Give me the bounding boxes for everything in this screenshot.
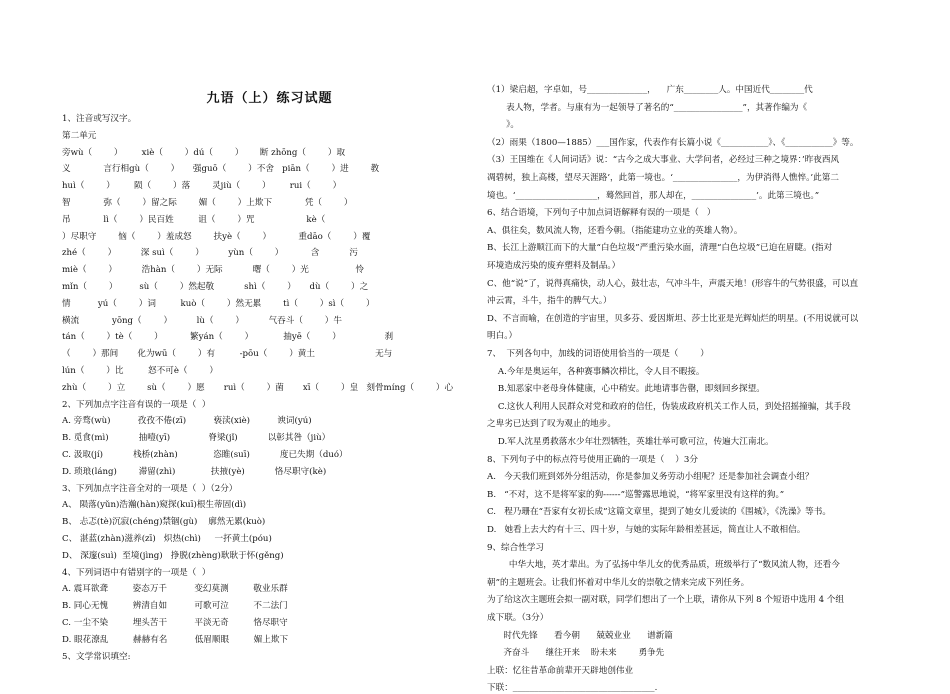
left-line: D. 琐琅(láng) 滞留(zhì) 扶掖(yè) 恪尽职守(kè) [62, 466, 327, 477]
left-line: 第二单元 [62, 130, 97, 141]
left-line: ）尽职守 恼（ ）羞成怒 扶yè（ ） 重dāo（ ）覆 [62, 231, 371, 242]
left-line: 旁wù（ ） xiè（ ）dú（ ） 断 zhōng（ ）取 [62, 147, 346, 158]
right-line: D.军人沈星勇救落水少年壮烈牺牲，英雄壮举可歌可泣，传遍大江南北。 [487, 437, 774, 447]
right-line: B.知恶家中老母身体健康，心中稍安。此地请事告罄，即刻回乡探望。 [487, 384, 765, 395]
right-line: B. “不对，这不是将军家的狗------”巡警露思地说，“将军家里没有这样的狗。” [487, 489, 785, 500]
right-line: 为了给这次主题班会拟一副对联，同学们想出了一个上联，请你从下列 8 个短语中选用 4 个组 [487, 595, 845, 606]
left-line: zhù（ ）立 sù（ ）愿 ruì（ ）菌 xī（ ）皇 刻骨míng（ ）心 [62, 382, 454, 393]
left-line: D. 眼花潦乱 赫赫有名 低眉顺眼 媚上欺下 [62, 634, 289, 645]
left-line: （ ）那间 化为wū（ ）有 -pōu（ ）黄土 无与 [62, 349, 393, 360]
right-line: D、不言而喻，在创造的宇宙里，贝多芬、爱因斯坦、莎士比亚是光辉灿烂的明星。(不用说就可以 [487, 313, 859, 324]
right-line: C.这伙人利用人民群众对党和政府的信任，伪装成政府机关工作人员，到处招摇撞骗，其手段 [487, 401, 851, 412]
right-line: （2）雨果（1800—1885）___国作家，代表作有长篇小说《___________》、《___________》等。 [487, 137, 859, 148]
left-line: 智 弥（ ）留之际 媚（ ）上欺下 凭（ ） [62, 198, 353, 208]
left-line: C. 汲取(jí) 栈桥(zhàn) 恣睢(suī) 度已失期（duó） [62, 450, 348, 460]
right-line: C、他“说”了，说得真痛快，动人心，鼓壮志，气冲斗牛，声震天地！(形容牛的气势很盛，可以直 [487, 278, 859, 289]
right-line: 9、综合性学习 [487, 542, 545, 553]
right-line: 时代先锋 看今朝 兢兢业业 谱新篇 [487, 630, 673, 641]
right-line: 之卑劣已达到了叹为观止的地步。 [487, 419, 616, 430]
right-line: C. 程乃珊在“吾家有女初长成”这篇文章里，提到了她女儿爱读的《围城》，《洗澡》等书。 [487, 507, 831, 518]
left-line: B、 忐忑(tè)沉寂(chéng)禁锢(gù) 廓然无累(kuò) [62, 517, 266, 528]
left-line: lún（ ）比 怒不可è（ ） [62, 366, 218, 376]
right-line: 凋碧树，独上高楼，望尽天涯路’，此第一境也。‘_______________，为伊消得人憔悴。’此第二 [487, 173, 839, 183]
left-line: 1、注音或写汉字。 [62, 114, 137, 124]
right-line: D. 她看上去大约有十三、四十岁，与她的实际年龄相差甚远，简直让人不敢相信。 [487, 525, 806, 535]
right-line: A.今年是奥运年，各种赛事鳞次栉比，令人目不暇接。 [487, 366, 705, 377]
left-line: 5、文学常识填空: [62, 651, 131, 662]
left-line: A. 旁骛(wù) 孜孜不倦(zī) 亵渎(xiè) 谀词(yú) [62, 416, 312, 427]
right-line: 成下联。（3分） [487, 613, 549, 623]
right-line: A. 今天我们班到郊外分组活动，你是参加义务劳动小组呢？还是参加社会调查小组？ [487, 472, 814, 483]
left-line: huì（ ） 陨（ ）落 灵jiù（ ） rui（ ） [62, 181, 342, 192]
right-line: 7、 下列各句中，加线的词语使用恰当的一项是（ ） [487, 349, 709, 359]
right-line: （3）王国维在《人间词话》说：“古今之成大事业、大学问者，必经过三种之境界：’昨夜西风 [487, 155, 840, 166]
left-line: 3、下列加点字注音全对的一项是（ ）（2分） [62, 483, 238, 494]
right-line: 齐奋斗 继往开来 盼未来 勇争先 [487, 648, 665, 659]
left-line: C. 一尘不染 埋头苦干 平淡无奇 恪尽职守 [62, 618, 288, 628]
left-line: A、 陨落(yǔn)浩瀚(hàn)窥探(kuī)根生蒂固(dì) [62, 500, 247, 511]
right-line: 朝”的主题班会。让我们怀着对中华儿女的崇敬之情来完成下列任务。 [487, 577, 750, 588]
right-line: 8、下列句子中的标点符号使用正确的一项是（ ）3分 [487, 454, 698, 465]
right-line: 上联：忆往昔革命前辈开天辟地创伟业 [487, 665, 634, 676]
left-line: D、 深邃(suì) 至境(jìng) 挣脱(zhèng)耿耿于怀(gěng) [62, 550, 284, 561]
right-line: （1）梁启超，字卓如，号______________， 广东________人。中国近代________代 [487, 85, 813, 95]
left-line: B. 觅食(mì) 抽噎(yī) 脊梁(jǐ) 以彰其咎（jiù） [62, 433, 331, 444]
left-line: 横流 yōng（ ） lù（ ） 气吞斗（ ）牛 [62, 315, 342, 326]
left-line: mǐn（ ） sù（ ）然起敬 shì（ ） dù（ ）之 [62, 282, 369, 292]
page-title: 九语（上）练习试题 [206, 91, 333, 106]
right-line: B、长江上游顺江而下的大量“白色垃圾”严重污染水面，清理“白色垃圾”已迫在眉睫。(指对 [487, 243, 833, 254]
left-line: zhé（ ） 深 suì（ ） yùn（ ） 含 污 [62, 248, 358, 259]
left-line: 吊 lì（ ）民百姓 诅（ ）咒 kè（ [62, 214, 348, 225]
left-line: 4、下列词语中有错别字的一项是（ ） [62, 567, 211, 578]
left-line: 情 yú（ ）词 kuò（ ）然无累 tì（ ）sì（ ） [62, 298, 375, 309]
left-line: tán（ ）tè（ ） 繁yán（ ） 抽yē（ ） 刹 [62, 332, 394, 343]
right-line: 中华大地，英才辈出。为了弘扬中华儿女的优秀品质，班级举行了“数风流人物，还看今 [487, 560, 840, 571]
right-line: 环境造成污染的废弃塑料及制品。） [487, 261, 621, 271]
left-line: C、 湛蓝(zhàn)滋养(zī) 炽热(chì) 一抔黄土(póu) [62, 534, 272, 544]
right-line: 下联：_________________________________. [487, 683, 658, 694]
left-line: 义 言行相gù（ ） 强guō（ ）不舍 piān（ ）进 教 [62, 164, 380, 175]
right-line: 境也。‘___________________，蓦然回首，那人却在，_______________’。此第三境也。” [487, 190, 820, 201]
right-line: 6、结合语境，下列句子中加点词语解释有误的一项是（ ） [487, 208, 716, 219]
right-line: 冲云霄，斗牛，指牛的脾气大。） [487, 296, 612, 307]
right-line: A、俱往矣，数风流人物，还看今朝。（指能建功立业的英雄人物）。 [487, 225, 743, 236]
right-line: 明白。） [487, 331, 518, 342]
left-line: miè（ ） 浩hàn（ ）无际 曙（ ）光 怜 [62, 265, 364, 276]
right-line: 表人物，学者。与康有为一起领导了著名的“________________”，其著作编为《 [487, 102, 808, 113]
left-line: B. 同心无愧 辨清自如 可歌可泣 不二法门 [62, 601, 288, 612]
right-line: 》。 [487, 120, 520, 131]
left-line: A. 震耳欲聋 姿态万千 变幻莫测 敬业乐群 [62, 584, 288, 595]
left-line: 2、下列加点字注音有误的一项是（ ） [62, 399, 211, 410]
